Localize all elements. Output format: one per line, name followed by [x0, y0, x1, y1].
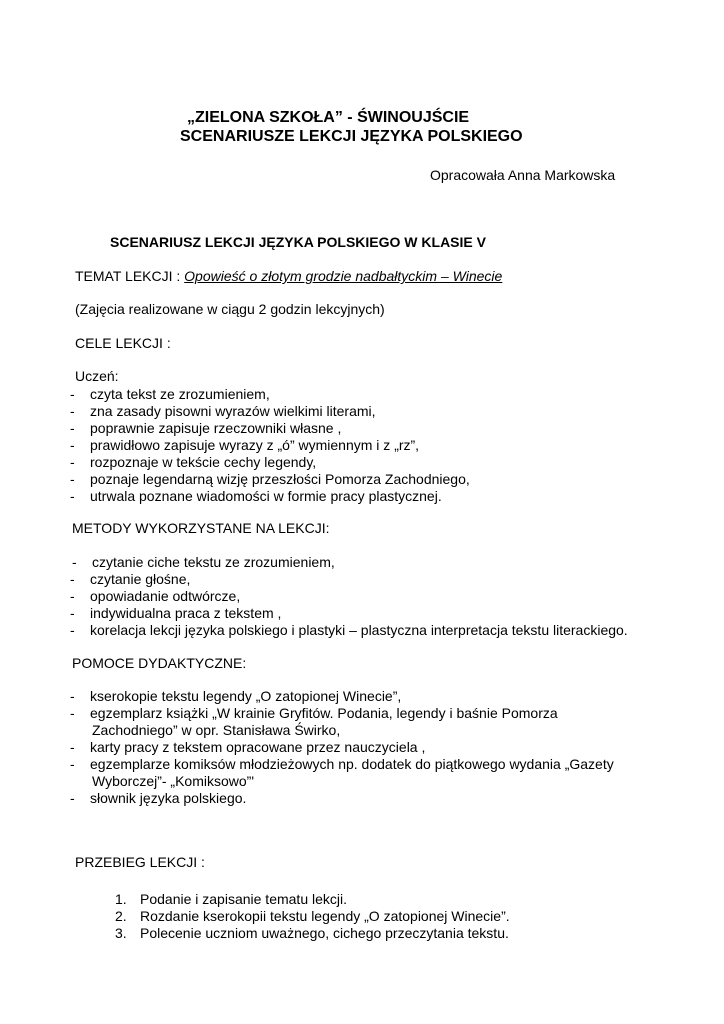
document-title-line2: SCENARIUSZE LEKCJI JĘZYKA POLSKIEGO — [180, 128, 523, 145]
list-item-number: 3. — [115, 925, 127, 941]
list-item: 2. Rozdanie kserokopii tekstu legendy „O zatopionej Winecie”. — [115, 908, 510, 924]
duration-note: (Zajęcia realizowane w ciągu 2 godzin lekcyjnych) — [75, 301, 385, 317]
author-line: Opracowała Anna Markowska — [430, 167, 616, 183]
methods-heading: METODY WYKORZYSTANE NA LEKCJI: — [72, 520, 330, 536]
goals-intro: Uczeń: — [75, 368, 119, 384]
topic-value: Opowieść o złotym grodzie nadbałtyckim – Winecie — [184, 268, 503, 284]
scenario-title: SCENARIUSZ LEKCJI JĘZYKA POLSKIEGO W KLASIE V — [110, 234, 486, 250]
aids-heading: POMOCE DYDAKTYCZNE: — [72, 655, 247, 671]
goals-heading: CELE LEKCJI : — [75, 335, 171, 351]
topic-label: TEMAT LEKCJI : — [75, 268, 185, 284]
document-title-line1: „ZIELONA SZKOŁA” - ŚWINOUJŚCIE — [187, 109, 470, 126]
list-item: 1. Podanie i zapisanie tematu lekcji. — [115, 891, 348, 907]
list-item-continuation: Zachodniego” w opr. Stanisława Świrko, — [92, 722, 341, 738]
list-item-number: 1. — [115, 891, 127, 907]
procedure-heading: PRZEBIEG LEKCJI : — [75, 854, 205, 870]
list-item-continuation: Wyborczej”- „Komiksowo”' — [92, 773, 255, 789]
list-item: 3. Polecenie uczniom uważnego, cichego przeczytania tekstu. — [115, 925, 509, 941]
topic-line — [75, 268, 502, 285]
list-item-number: 2. — [115, 908, 127, 924]
